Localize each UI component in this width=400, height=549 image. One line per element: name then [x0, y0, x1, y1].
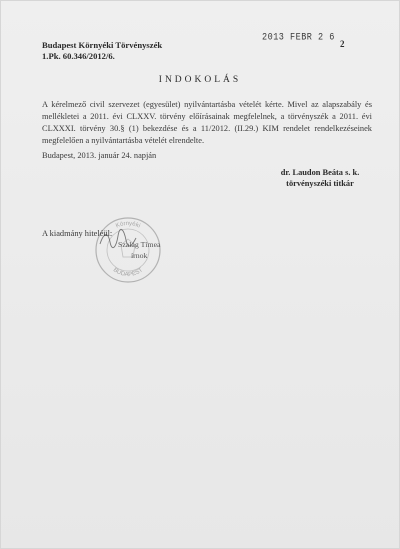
signer-block — [270, 167, 370, 189]
clerk-title: írnok — [131, 251, 148, 260]
case-number: 1.Pk. 60.346/2012/6. — [42, 51, 115, 61]
signer-title: törvényszéki titkár — [286, 179, 354, 188]
clerk-name: Szalag Tímea — [118, 240, 161, 249]
section-title: INDOKOLÁS — [158, 75, 242, 85]
copy-certification-label: A kiadmány hiteléül: — [42, 229, 113, 238]
page-number: 2 — [340, 39, 345, 49]
signer-name: dr. Laudon Beáta s. k. — [280, 168, 360, 177]
date-line: Budapest, 2013. január 24. napján — [42, 151, 157, 160]
received-date-stamp: 2013 FEBR 2 6 — [262, 31, 335, 43]
body-paragraph: A kérelmező civil szervezet (egyesület) nyilvántartásba vételét kérte. Mivel az alapszabály és mellékletei a 2011. évi CLXXV. törvény előírásainak megfelelnek, a törvényszék a 2011. évi CLXXXI. törvény 30.§ (1) bekezdése és a 11/2012. (II.29.) KIM rendelet rendelkezéseinek megfelelően a nyilvántartásba vételét elrendelte. — [42, 100, 372, 145]
stamp-top-text: Környéki — [115, 220, 142, 230]
stamp-bottom-text: BUDAPEST — [111, 267, 145, 279]
svg-text:BUDAPEST — [112, 267, 145, 278]
court-seal-stamp — [93, 215, 163, 285]
court-name: Budapest Környéki Törvényszék — [42, 40, 163, 50]
